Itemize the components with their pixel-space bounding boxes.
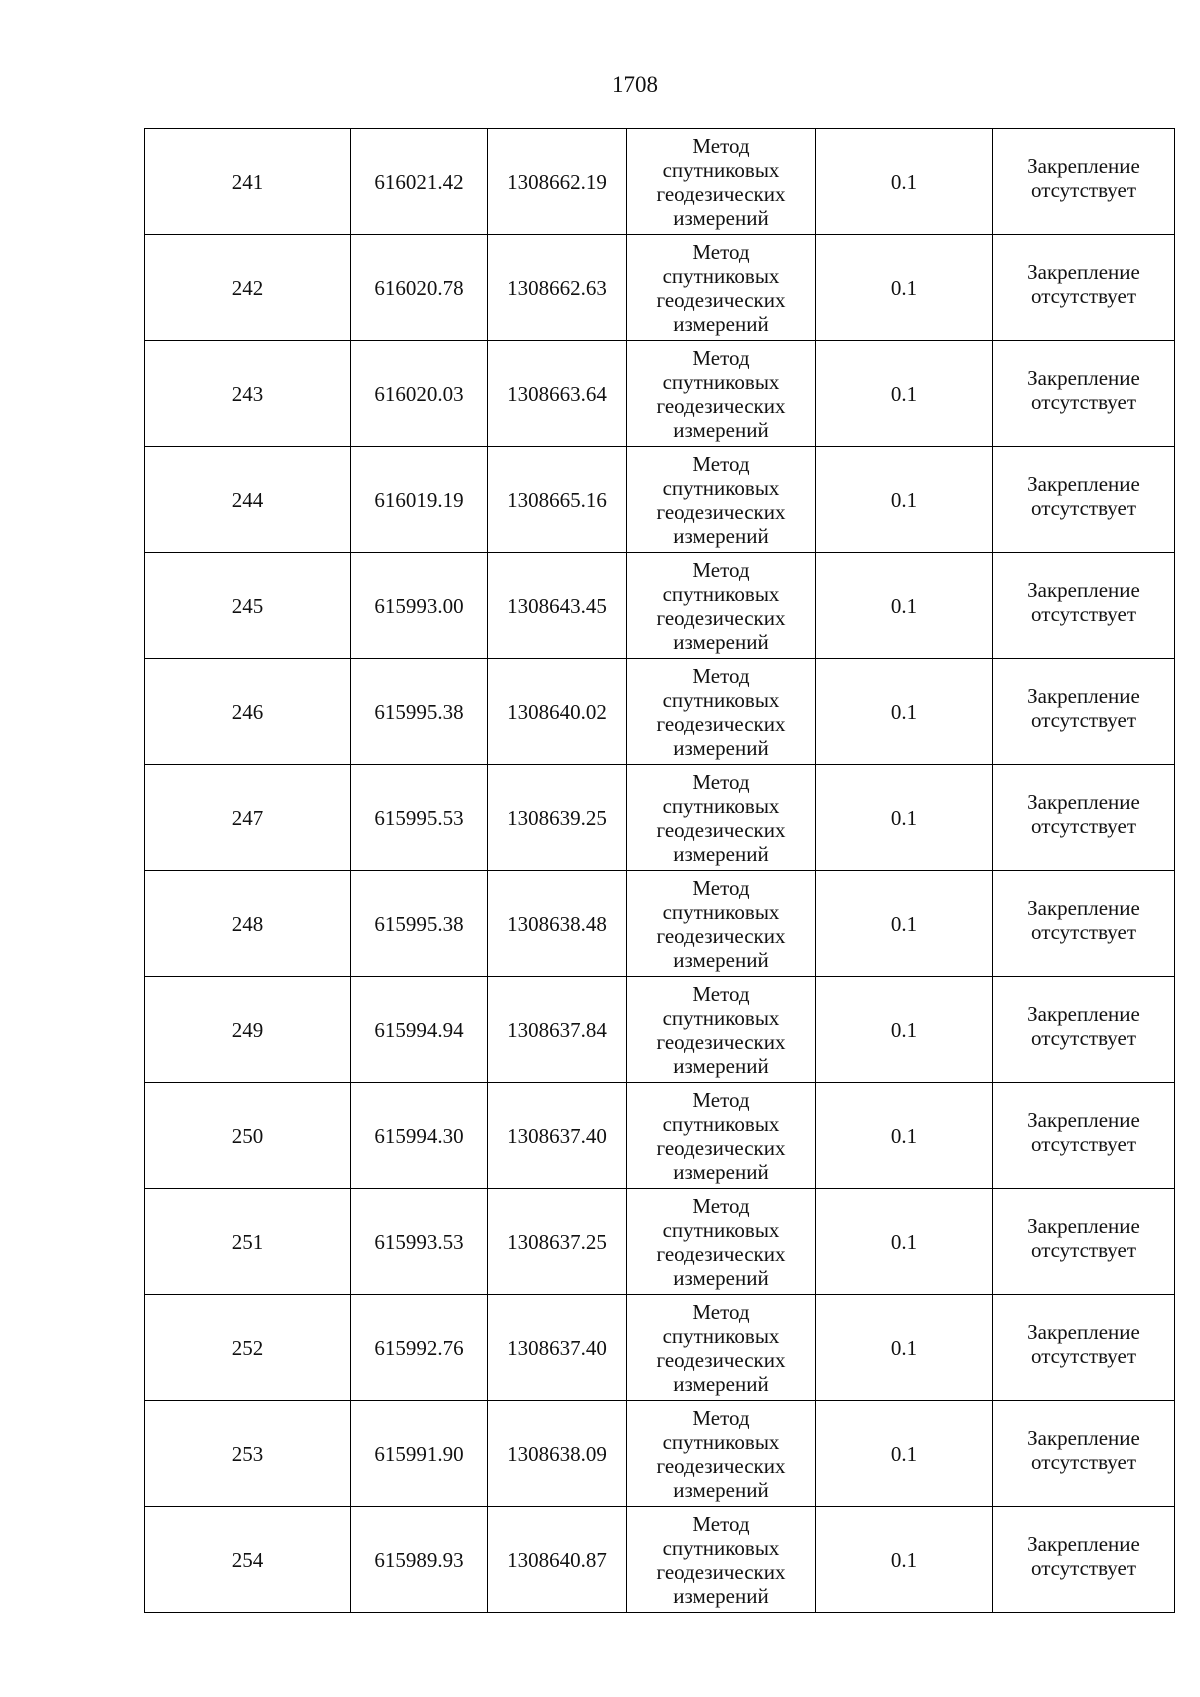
point-number-cell: 245 — [145, 553, 351, 659]
point-number-cell: 243 — [145, 341, 351, 447]
point-number-cell: 244 — [145, 447, 351, 553]
method-cell — [627, 1083, 816, 1189]
x-coordinate-cell: 615994.30 — [351, 1083, 488, 1189]
fixing-line: отсутствует — [1030, 1343, 1137, 1368]
method-cell — [627, 1295, 816, 1401]
fixing-cell — [993, 871, 1175, 977]
fixing-cell — [993, 1083, 1175, 1189]
y-coordinate-cell: 1308638.48 — [488, 871, 627, 977]
method-line: Метод — [692, 875, 750, 900]
y-coordinate-cell: 1308637.40 — [488, 1295, 627, 1401]
y-coordinate-cell: 1308663.64 — [488, 341, 627, 447]
method-line: измерений — [673, 1265, 769, 1290]
method-line: спутниковых — [662, 369, 780, 394]
y-coordinate-cell: 1308665.16 — [488, 447, 627, 553]
point-number-cell: 252 — [145, 1295, 351, 1401]
accuracy-cell: 0.1 — [816, 341, 993, 447]
method-line: спутниковых — [662, 899, 780, 924]
y-coordinate-cell: 1308643.45 — [488, 553, 627, 659]
accuracy-cell: 0.1 — [816, 1083, 993, 1189]
method-line: измерений — [673, 417, 769, 442]
x-coordinate-cell: 615995.53 — [351, 765, 488, 871]
fixing-line: отсутствует — [1030, 177, 1137, 202]
table-row — [145, 1401, 1175, 1507]
x-coordinate-cell: 615993.53 — [351, 1189, 488, 1295]
method-line: измерений — [673, 735, 769, 760]
y-coordinate-cell: 1308638.09 — [488, 1401, 627, 1507]
fixing-line: отсутствует — [1030, 495, 1137, 520]
method-line: геодезических — [656, 1559, 786, 1584]
method-line: измерений — [673, 1159, 769, 1184]
point-number-cell: 241 — [145, 129, 351, 235]
method-line: геодезических — [656, 923, 786, 948]
method-line: измерений — [673, 205, 769, 230]
fixing-line: Закрепление — [1027, 789, 1140, 814]
method-cell — [627, 1189, 816, 1295]
fixing-line: отсутствует — [1030, 707, 1137, 732]
point-number-cell: 254 — [145, 1507, 351, 1613]
method-line: измерений — [673, 1371, 769, 1396]
accuracy-cell: 0.1 — [816, 1295, 993, 1401]
method-line: измерений — [673, 629, 769, 654]
accuracy-cell: 0.1 — [816, 553, 993, 659]
method-line: измерений — [673, 311, 769, 336]
x-coordinate-cell: 615993.00 — [351, 553, 488, 659]
coordinates-table — [144, 128, 1175, 1613]
table-row — [145, 235, 1175, 341]
table-row — [145, 447, 1175, 553]
point-number-cell: 250 — [145, 1083, 351, 1189]
method-line: геодезических — [656, 1241, 786, 1266]
y-coordinate-cell: 1308640.87 — [488, 1507, 627, 1613]
method-line: спутниковых — [662, 1535, 780, 1560]
method-line: Метод — [692, 557, 750, 582]
fixing-line: отсутствует — [1030, 919, 1137, 944]
method-line: геодезических — [656, 499, 786, 524]
method-line: геодезических — [656, 1135, 786, 1160]
method-line: Метод — [692, 1511, 750, 1536]
fixing-line: Закрепление — [1027, 1107, 1140, 1132]
table-row — [145, 553, 1175, 659]
x-coordinate-cell: 615995.38 — [351, 659, 488, 765]
method-cell — [627, 1507, 816, 1613]
table-row — [145, 871, 1175, 977]
table-row — [145, 129, 1175, 235]
method-cell — [627, 553, 816, 659]
fixing-line: отсутствует — [1030, 389, 1137, 414]
method-line: геодезических — [656, 287, 786, 312]
y-coordinate-cell: 1308662.19 — [488, 129, 627, 235]
table-row — [145, 1295, 1175, 1401]
fixing-line: Закрепление — [1027, 683, 1140, 708]
fixing-line: Закрепление — [1027, 577, 1140, 602]
fixing-cell — [993, 977, 1175, 1083]
x-coordinate-cell: 616020.78 — [351, 235, 488, 341]
fixing-line: Закрепление — [1027, 1001, 1140, 1026]
method-line: спутниковых — [662, 1429, 780, 1454]
method-cell — [627, 235, 816, 341]
method-line: измерений — [673, 1053, 769, 1078]
fixing-cell — [993, 765, 1175, 871]
x-coordinate-cell: 616021.42 — [351, 129, 488, 235]
accuracy-cell: 0.1 — [816, 977, 993, 1083]
accuracy-cell: 0.1 — [816, 129, 993, 235]
fixing-line: отсутствует — [1030, 1449, 1137, 1474]
fixing-line: отсутствует — [1030, 1237, 1137, 1262]
page-number: 1708 — [612, 72, 658, 97]
table-row — [145, 341, 1175, 447]
y-coordinate-cell: 1308640.02 — [488, 659, 627, 765]
fixing-line: Закрепление — [1027, 259, 1140, 284]
fixing-cell — [993, 553, 1175, 659]
table-body — [145, 129, 1175, 1613]
accuracy-cell: 0.1 — [816, 659, 993, 765]
method-line: Метод — [692, 981, 750, 1006]
point-number-cell: 251 — [145, 1189, 351, 1295]
point-number-cell: 247 — [145, 765, 351, 871]
accuracy-cell: 0.1 — [816, 1507, 993, 1613]
method-cell — [627, 341, 816, 447]
method-cell — [627, 447, 816, 553]
table-row — [145, 1083, 1175, 1189]
fixing-line: отсутствует — [1030, 1131, 1137, 1156]
method-line: спутниковых — [662, 157, 780, 182]
method-line: спутниковых — [662, 1323, 780, 1348]
method-line: Метод — [692, 1299, 750, 1324]
fixing-line: Закрепление — [1027, 1531, 1140, 1556]
method-line: Метод — [692, 451, 750, 476]
method-line: измерений — [673, 947, 769, 972]
accuracy-cell: 0.1 — [816, 1189, 993, 1295]
method-line: геодезических — [656, 817, 786, 842]
y-coordinate-cell: 1308637.84 — [488, 977, 627, 1083]
accuracy-cell: 0.1 — [816, 447, 993, 553]
method-line: геодезических — [656, 393, 786, 418]
accuracy-cell: 0.1 — [816, 871, 993, 977]
fixing-cell — [993, 1295, 1175, 1401]
fixing-cell — [993, 341, 1175, 447]
method-line: Метод — [692, 345, 750, 370]
fixing-cell — [993, 659, 1175, 765]
point-number-cell: 253 — [145, 1401, 351, 1507]
method-line: спутниковых — [662, 1111, 780, 1136]
method-line: измерений — [673, 841, 769, 866]
method-line: геодезических — [656, 1453, 786, 1478]
method-line: спутниковых — [662, 581, 780, 606]
fixing-line: отсутствует — [1030, 283, 1137, 308]
method-line: Метод — [692, 663, 750, 688]
method-line: геодезических — [656, 605, 786, 630]
method-line: Метод — [692, 1087, 750, 1112]
fixing-line: Закрепление — [1027, 1319, 1140, 1344]
method-line: геодезических — [656, 1029, 786, 1054]
fixing-line: Закрепление — [1027, 365, 1140, 390]
fixing-line: Закрепление — [1027, 895, 1140, 920]
fixing-line: отсутствует — [1030, 1555, 1137, 1580]
point-number-cell: 242 — [145, 235, 351, 341]
accuracy-cell: 0.1 — [816, 1401, 993, 1507]
x-coordinate-cell: 616020.03 — [351, 341, 488, 447]
x-coordinate-cell: 616019.19 — [351, 447, 488, 553]
fixing-line: отсутствует — [1030, 601, 1137, 626]
fixing-line: Закрепление — [1027, 153, 1140, 178]
y-coordinate-cell: 1308662.63 — [488, 235, 627, 341]
accuracy-cell: 0.1 — [816, 235, 993, 341]
fixing-cell — [993, 1189, 1175, 1295]
x-coordinate-cell: 615991.90 — [351, 1401, 488, 1507]
x-coordinate-cell: 615992.76 — [351, 1295, 488, 1401]
method-cell — [627, 977, 816, 1083]
method-line: геодезических — [656, 711, 786, 736]
method-line: Метод — [692, 133, 750, 158]
fixing-line: отсутствует — [1030, 813, 1137, 838]
method-line: спутниковых — [662, 1217, 780, 1242]
method-line: Метод — [692, 1193, 750, 1218]
point-number-cell: 248 — [145, 871, 351, 977]
method-line: Метод — [692, 1405, 750, 1430]
fixing-cell — [993, 1507, 1175, 1613]
method-cell — [627, 129, 816, 235]
method-cell — [627, 1401, 816, 1507]
method-line: спутниковых — [662, 793, 780, 818]
fixing-cell — [993, 447, 1175, 553]
method-line: спутниковых — [662, 687, 780, 712]
table-row — [145, 1189, 1175, 1295]
point-number-cell: 249 — [145, 977, 351, 1083]
fixing-cell — [993, 129, 1175, 235]
x-coordinate-cell: 615989.93 — [351, 1507, 488, 1613]
method-line: геодезических — [656, 1347, 786, 1372]
x-coordinate-cell: 615994.94 — [351, 977, 488, 1083]
method-cell — [627, 659, 816, 765]
method-line: Метод — [692, 239, 750, 264]
accuracy-cell: 0.1 — [816, 765, 993, 871]
table-row — [145, 659, 1175, 765]
method-cell — [627, 765, 816, 871]
method-line: Метод — [692, 769, 750, 794]
table-row — [145, 977, 1175, 1083]
table-row — [145, 765, 1175, 871]
method-line: спутниковых — [662, 475, 780, 500]
y-coordinate-cell: 1308639.25 — [488, 765, 627, 871]
method-cell — [627, 871, 816, 977]
x-coordinate-cell: 615995.38 — [351, 871, 488, 977]
y-coordinate-cell: 1308637.40 — [488, 1083, 627, 1189]
method-line: измерений — [673, 1477, 769, 1502]
fixing-cell — [993, 235, 1175, 341]
fixing-line: Закрепление — [1027, 1425, 1140, 1450]
point-number-cell: 246 — [145, 659, 351, 765]
method-line: измерений — [673, 1583, 769, 1608]
method-line: спутниковых — [662, 263, 780, 288]
fixing-cell — [993, 1401, 1175, 1507]
table-row — [145, 1507, 1175, 1613]
fixing-line: Закрепление — [1027, 1213, 1140, 1238]
fixing-line: Закрепление — [1027, 471, 1140, 496]
method-line: геодезических — [656, 181, 786, 206]
fixing-line: отсутствует — [1030, 1025, 1137, 1050]
method-line: спутниковых — [662, 1005, 780, 1030]
method-line: измерений — [673, 523, 769, 548]
y-coordinate-cell: 1308637.25 — [488, 1189, 627, 1295]
